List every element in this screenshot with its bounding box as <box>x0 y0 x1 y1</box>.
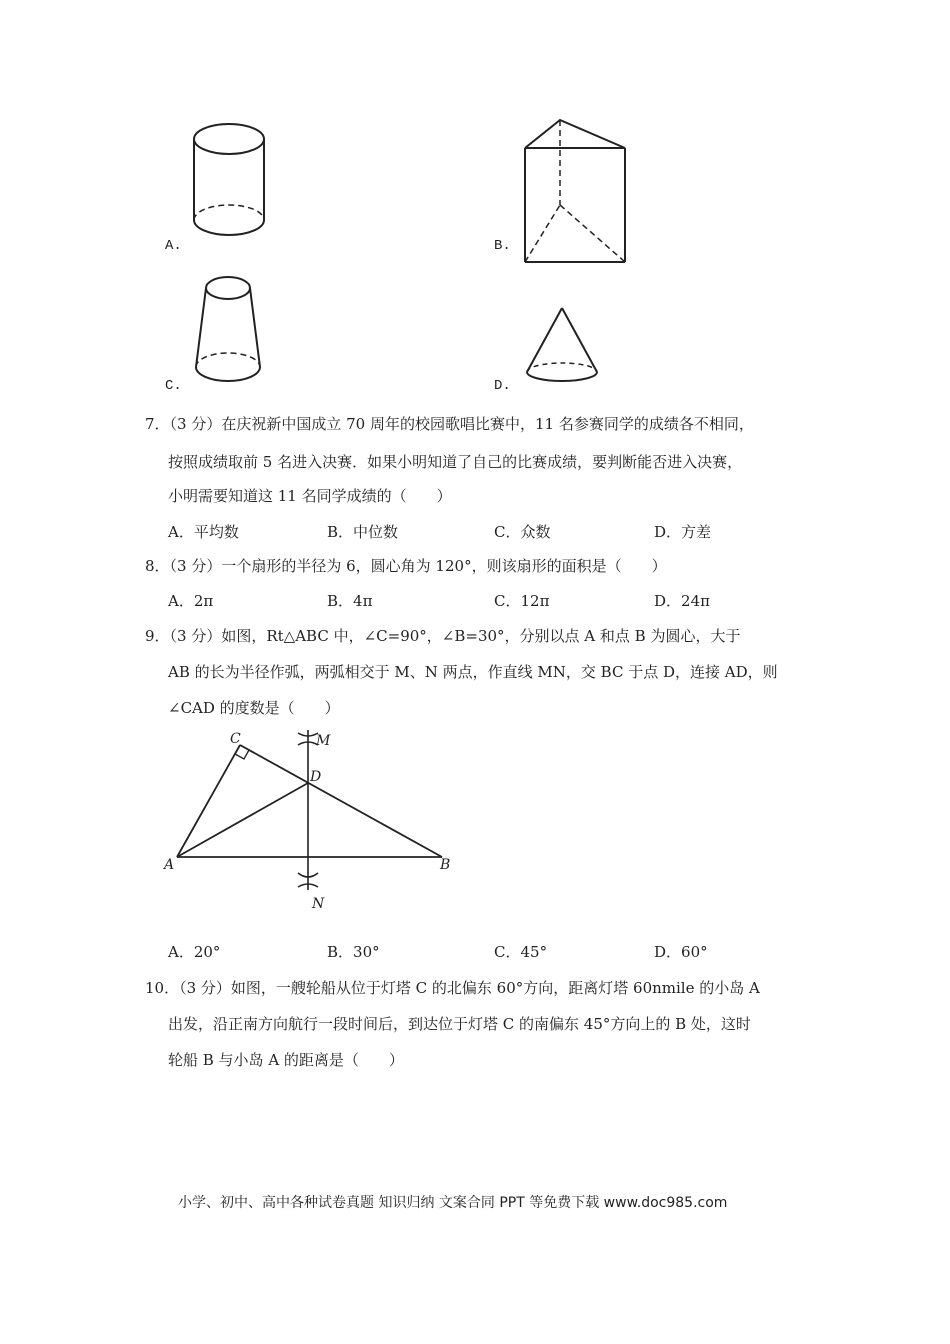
q9-option-d: D．60° <box>654 943 708 961</box>
q9-line-2: AB 的长为半径作弧，两弧相交于 M、N 两点，作直线 MN，交 BC 于点 D，连接 AD，则 <box>168 663 778 681</box>
point-m-label: M <box>316 733 331 749</box>
q7-option-d: D．方差 <box>654 523 712 541</box>
q9-line-3: ∠CAD 的度数是（ ） <box>168 699 340 717</box>
point-b-label: B <box>440 857 451 873</box>
q8-option-b: B．4π <box>327 592 373 610</box>
q7-option-b: B．中位数 <box>327 523 399 541</box>
q8-option-a: A．2π <box>168 592 214 610</box>
option-d-label: D. <box>494 378 511 394</box>
triangular-prism-figure <box>520 115 630 267</box>
option-c-label: C. <box>165 378 182 394</box>
segment-ad <box>177 783 308 857</box>
q8-line-1: 8．（3 分）一个扇形的半径为 6，圆心角为 120°，则该扇形的面积是（ ） <box>145 557 667 575</box>
q9-option-a: A．20° <box>168 943 221 961</box>
point-a-label: A <box>164 857 175 873</box>
point-n-label: N <box>312 896 325 910</box>
q7-line-3: 小明需要知道这 11 名同学成绩的（ ） <box>168 487 452 505</box>
q9-option-c: C．45° <box>494 943 548 961</box>
q9-line-1: 9．（3 分）如图，Rt△ABC 中，∠C=90°，∠B=30°，分别以点 A 和点 B 为圆心，大于 <box>145 627 741 645</box>
frustum-figure <box>190 270 270 386</box>
point-d-label: D <box>310 769 322 785</box>
cone-figure <box>522 305 602 385</box>
segment-cb <box>240 745 442 857</box>
triangle-construction-figure <box>160 725 460 910</box>
cylinder-figure <box>185 120 275 240</box>
point-c-label: C <box>230 731 241 747</box>
q7-line-2: 按照成绩取前 5 名进入决赛．如果小明知道了自己的比赛成绩，要判断能否进入决赛， <box>168 453 743 471</box>
page-footer: 小学、初中、高中各种试卷真题 知识归纳 文案合同 PPT 等免费下载 www.doc985.com <box>178 1195 728 1211</box>
q8-option-d: D．24π <box>654 592 710 610</box>
q10-line-2: 出发，沿正南方向航行一段时间后，到达位于灯塔 C 的南偏东 45°方向上的 B 处，这时 <box>168 1015 751 1033</box>
option-a-label: A. <box>165 238 182 254</box>
q7-line-1: 7．（3 分）在庆祝新中国成立 70 周年的校园歌唱比赛中，11 名参赛同学的成绩各不相同， <box>145 415 754 433</box>
q7-option-c: C．众数 <box>494 523 551 541</box>
q9-option-b: B．30° <box>327 943 380 961</box>
q7-option-a: A．平均数 <box>168 523 239 541</box>
q10-line-1: 10．（3 分）如图，一艘轮船从位于灯塔 C 的北偏东 60°方向，距离灯塔 60nmile 的小岛 A <box>145 979 760 997</box>
q8-option-c: C．12π <box>494 592 550 610</box>
option-b-label: B. <box>494 238 511 254</box>
q10-line-3: 轮船 B 与小岛 A 的距离是（ ） <box>168 1051 404 1069</box>
